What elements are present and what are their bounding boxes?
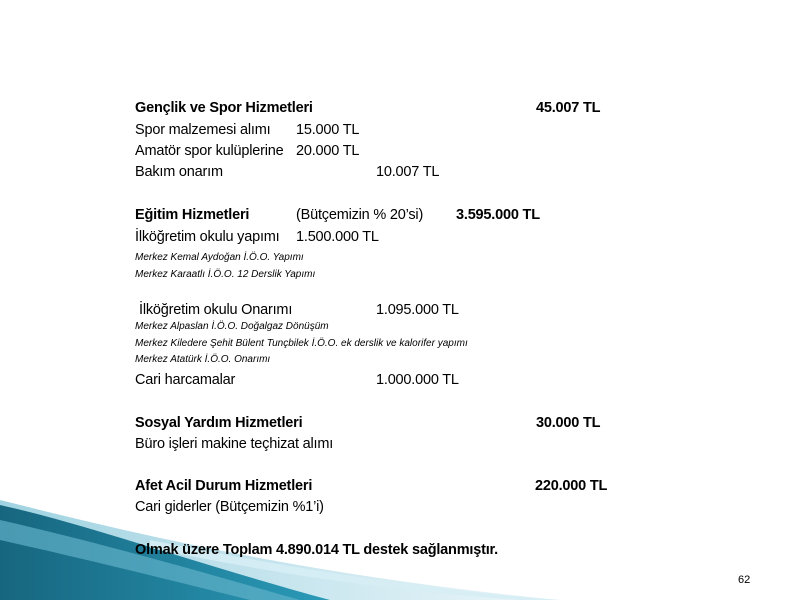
disaster-section-total: 220.000 TL [535, 478, 608, 494]
education-section-title: Eğitim Hizmetleri [135, 207, 250, 223]
school-construction-amount: 1.500.000 TL [296, 229, 379, 245]
youth-item-label: Amatör spor kulüplerine [135, 143, 284, 159]
current-expenses-amount: 1.000.000 TL [376, 372, 459, 388]
repair-detail: Merkez Alpaslan İ.Ö.O. Doğalgaz Dönüşüm [135, 321, 329, 332]
social-section-total: 30.000 TL [536, 415, 601, 431]
social-item: Büro işleri makine teçhizat alımı [135, 436, 334, 452]
education-section-total: 3.595.000 TL [456, 207, 540, 223]
youth-item-amount: 15.000 TL [296, 122, 360, 138]
current-expenses-label: Cari harcamalar [135, 372, 236, 388]
disaster-section-title: Afet Acil Durum Hizmetleri [135, 478, 313, 494]
youth-section-title: Gençlik ve Spor Hizmetleri [135, 100, 313, 116]
youth-item-label: Spor malzemesi alımı [135, 122, 271, 138]
summary-total: Olmak üzere Toplam 4.890.014 TL destek sağlanmıştır. [135, 542, 499, 558]
repair-detail: Merkez Atatürk İ.Ö.O. Onarımı [135, 354, 271, 365]
youth-section-total: 45.007 TL [536, 100, 601, 116]
youth-item-label: Bakım onarım [135, 164, 223, 180]
school-repair-label: İlköğretim okulu Onarımı [139, 302, 293, 318]
school-repair-amount: 1.095.000 TL [376, 302, 459, 318]
school-construction-label: İlköğretim okulu yapımı [135, 229, 280, 245]
page-number: 62 [738, 574, 751, 586]
social-section-title: Sosyal Yardım Hizmetleri [135, 415, 303, 431]
education-budget-note: (Bütçemizin % 20’si) [296, 207, 424, 223]
youth-item-amount: 10.007 TL [376, 164, 440, 180]
construction-detail: Merkez Karaatlı İ.Ö.O. 12 Derslik Yapımı [135, 269, 316, 280]
construction-detail: Merkez Kemal Aydoğan İ.Ö.O. Yapımı [135, 252, 304, 263]
repair-detail: Merkez Kiledere Şehit Bülent Tunçbilek İ.Ö.O. ek derslik ve kalorifer yapımı [135, 338, 468, 349]
disaster-item: Cari giderler (Bütçemizin %1’i) [135, 499, 324, 515]
youth-item-amount: 20.000 TL [296, 143, 360, 159]
